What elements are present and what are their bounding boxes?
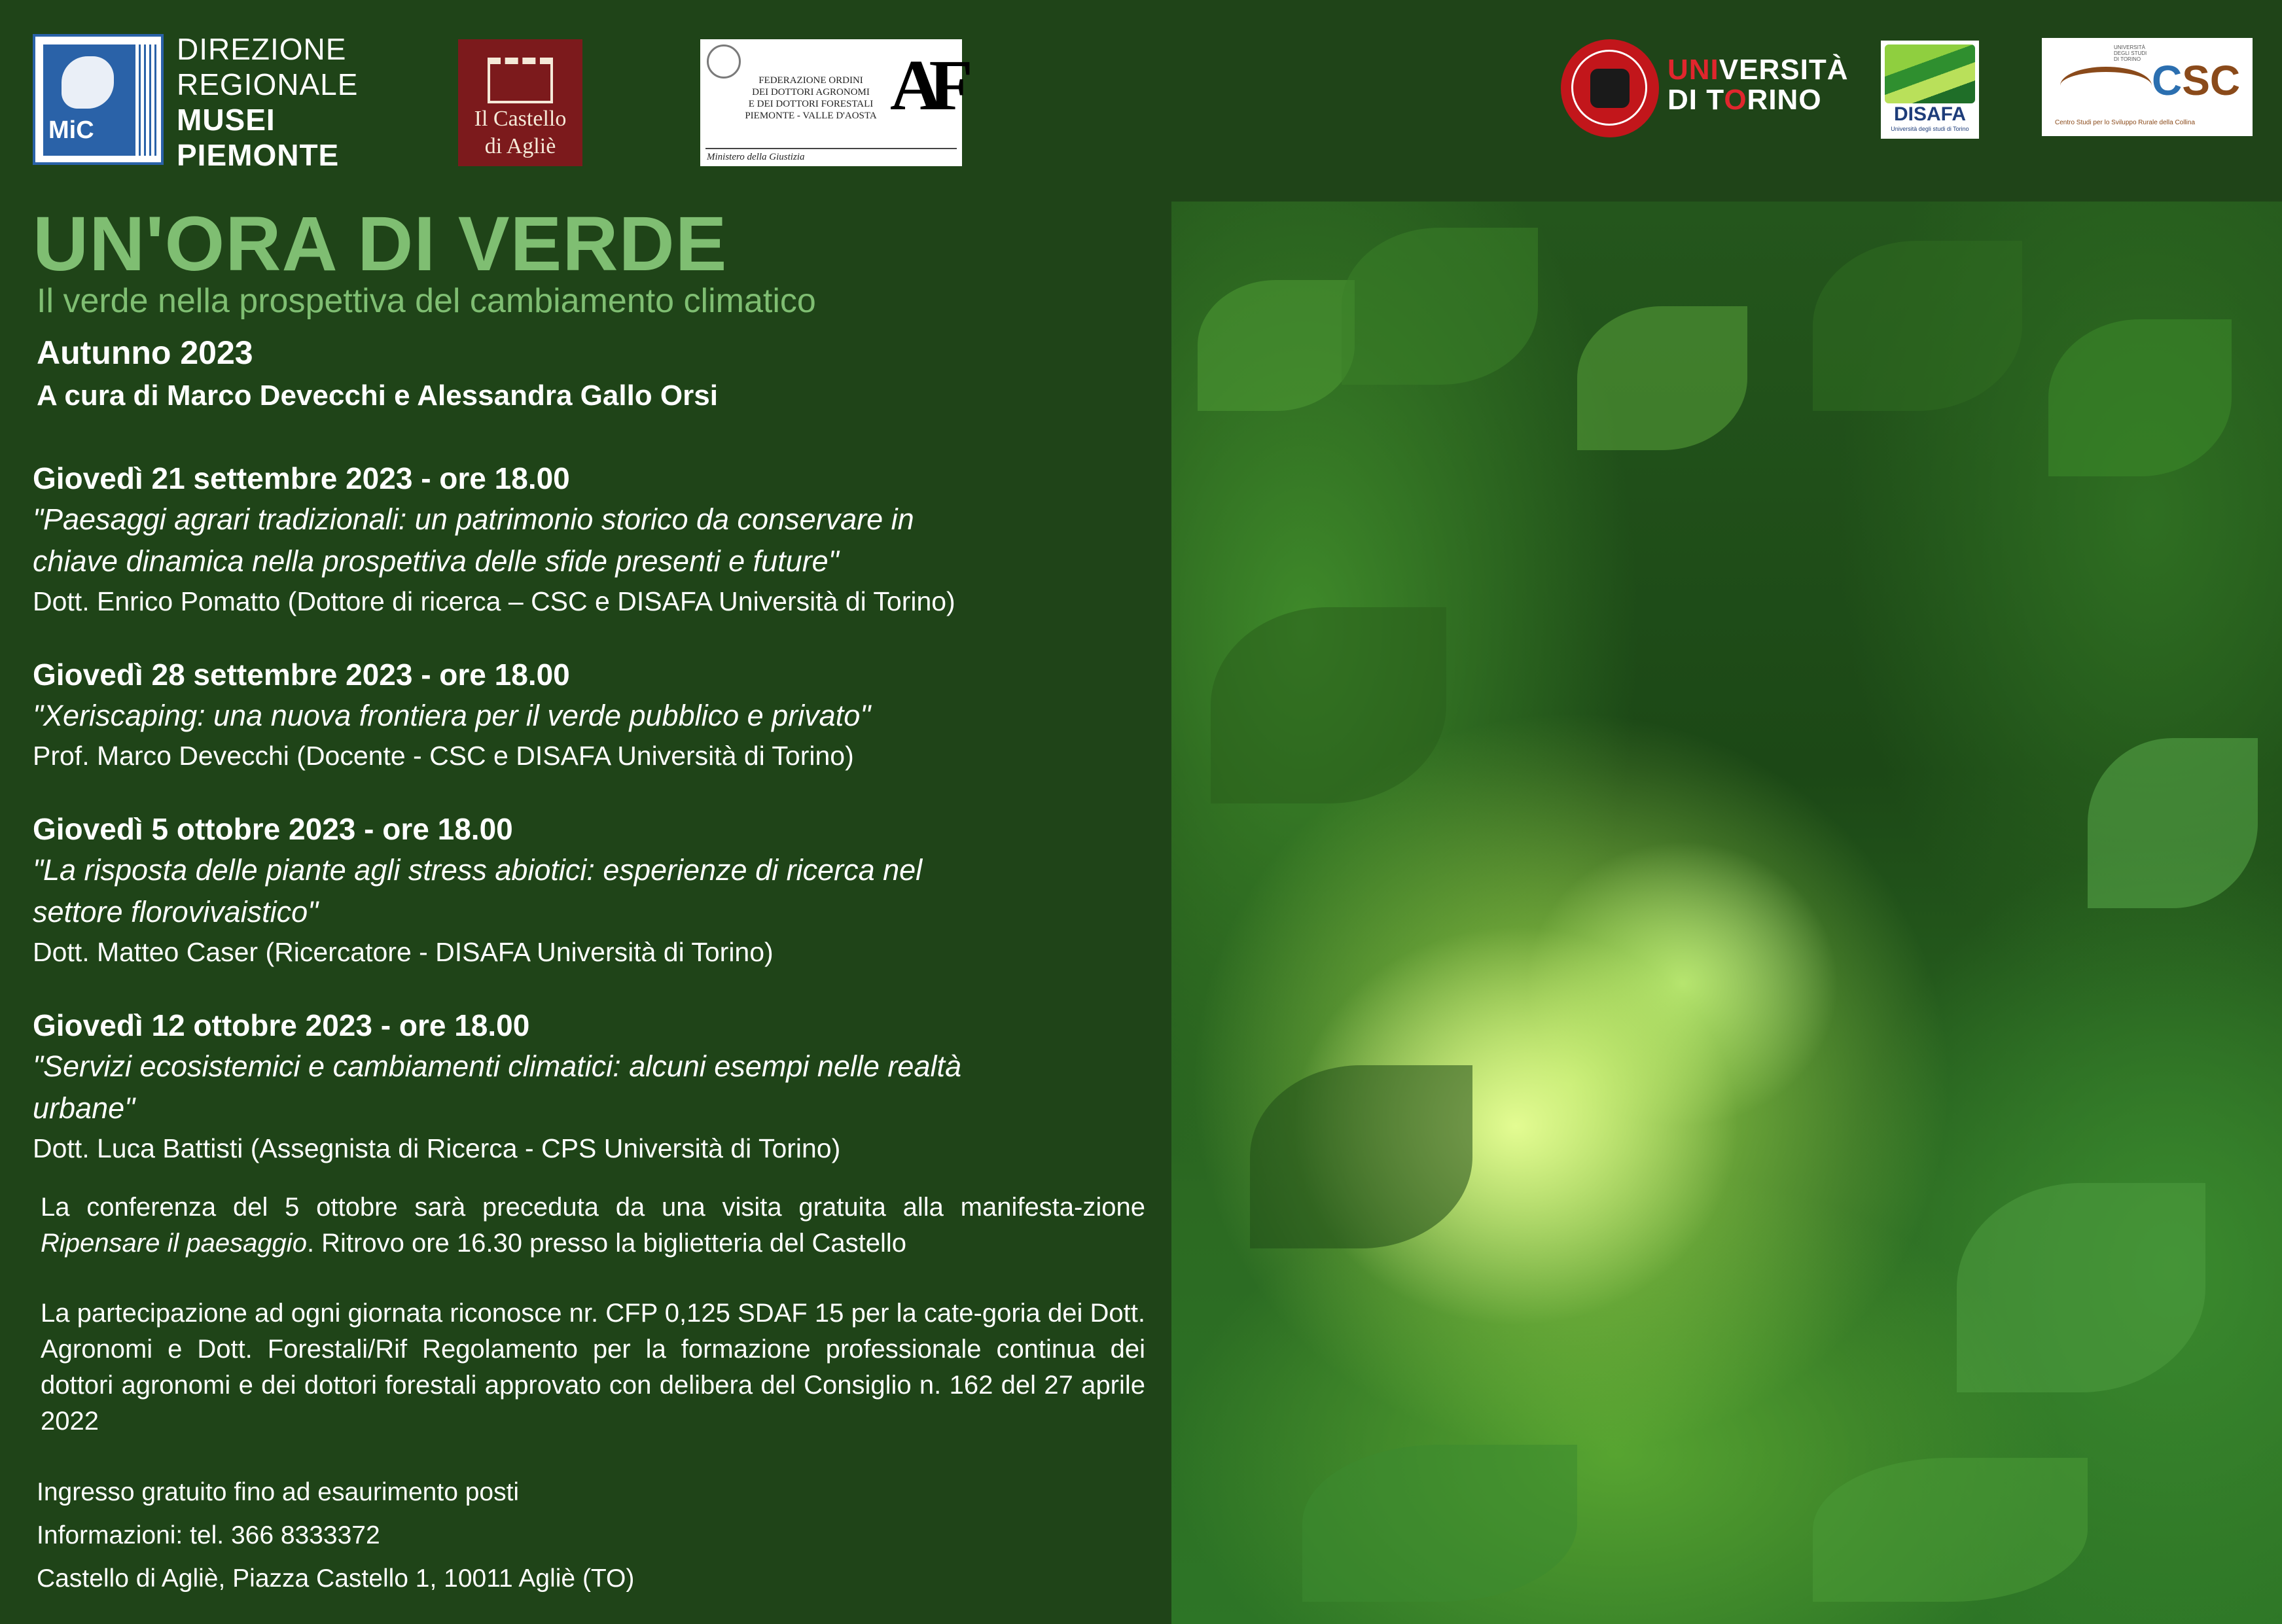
castello-aglie-logo: Il Castello di Agliè [458, 39, 582, 166]
event-date: Giovedì 12 ottobre 2023 - ore 18.00 [33, 1008, 530, 1042]
event-item [33, 458, 1158, 620]
event-item [33, 809, 1158, 971]
notes-block [41, 1190, 1145, 1474]
unito-seal-icon [1561, 39, 1659, 137]
curator-label: A cura di Marco Devecchi e Alessandra Gallo Orsi [37, 380, 718, 412]
direzione-musei-logo-text: DIREZIONE REGIONALE MUSEI PIEMONTE [177, 32, 359, 172]
event-date: Giovedì 28 settembre 2023 - ore 18.00 [33, 658, 570, 692]
mic-logo [33, 34, 164, 165]
event-speaker: Dott. Matteo Caser (Ricercatore - DISAFA Università di Torino) [33, 937, 774, 967]
phone-info: Informazioni: tel. 366 8333372 [37, 1521, 380, 1549]
event-talk: "Paesaggi agrari tradizionali: un patrimonio storico da conservare in chiave dinamica nella prospettiva delle sfide presenti e future" [33, 503, 914, 578]
visit-note: La conferenza del 5 ottobre sarà preceduta da una visita gratuita alla manifesta-zione Ripensare il paesaggio. Ritrovo ore 16.30 presso la biglietteria del Castello [41, 1193, 1145, 1258]
forest-path-photo [1171, 202, 2282, 1624]
federazione-ordini-logo [700, 39, 962, 166]
af-monogram: AF [890, 45, 960, 125]
footer-info [37, 1471, 634, 1600]
disafa-logo: DISAFA Università degli studi di Torino [1881, 41, 1979, 139]
federazione-text: FEDERAZIONE ORDINI DEI DOTTORI AGRONOMI E DEI DOTTORI FORESTALI PIEMONTE - VALLE D'AOSTA [745, 75, 877, 121]
event-item [33, 654, 1158, 775]
event-talk: "La risposta delle piante agli stress abiotici: esperienze di ricerca nel settore florovivaistico" [33, 853, 923, 928]
entry-info: Ingresso gratuito fino ad esaurimento posti [37, 1478, 520, 1506]
mic-emblem-icon [62, 56, 114, 109]
page-subtitle: Il verde nella prospettiva del cambiamento climatico [37, 282, 816, 320]
page-title: UN'ORA DI VERDE [33, 201, 728, 287]
hill-swoosh-icon [2060, 67, 2152, 105]
events-list [33, 458, 1158, 1201]
castle-icon [488, 58, 553, 103]
csc-logo: UNIVERSITÀ DEGLI STUDI DI TORINO CSC Centro Studi per lo Sviluppo Rurale della Collina [2042, 38, 2253, 136]
address-info: Castello di Agliè, Piazza Castello 1, 10011 Agliè (TO) [37, 1564, 635, 1593]
cfp-note: La partecipazione ad ogni giornata riconosce nr. CFP 0,125 SDAF 15 per la cate-goria dei Dott. Agronomi e Dott. Forestali/Rif Regolamento per la formazione professionale continua dei dottori agronomi e dei dottori forestali approvato con delibera del Consiglio n. 162 del 27 aprile 2022 [41, 1299, 1145, 1436]
event-date: Giovedì 21 settembre 2023 - ore 18.00 [33, 461, 570, 495]
italian-emblem-icon [707, 44, 741, 79]
event-speaker: Dott. Enrico Pomatto (Dottore di ricerca – CSC e DISAFA Università di Torino) [33, 586, 955, 616]
mic-badge-text: MiC [48, 116, 94, 144]
event-item [33, 1005, 1158, 1167]
unito-logo-text: UNIVERSITÀ DI TORINO [1667, 54, 1849, 116]
event-speaker: Prof. Marco Devecchi (Docente - CSC e DISAFA Università di Torino) [33, 741, 854, 771]
event-date: Giovedì 5 ottobre 2023 - ore 18.00 [33, 812, 513, 846]
season-label: Autunno 2023 [37, 334, 253, 371]
field-icon [1885, 44, 1975, 103]
event-speaker: Dott. Luca Battisti (Assegnista di Ricerca - CPS Università di Torino) [33, 1133, 841, 1163]
event-talk: "Servizi ecosistemici e cambiamenti climatici: alcuni esempi nelle realtà urbane" [33, 1050, 961, 1125]
ministero-text: Ministero della Giustizia [707, 152, 805, 162]
event-talk: "Xeriscaping: una nuova frontiera per il verde pubblico e privato" [33, 699, 871, 732]
